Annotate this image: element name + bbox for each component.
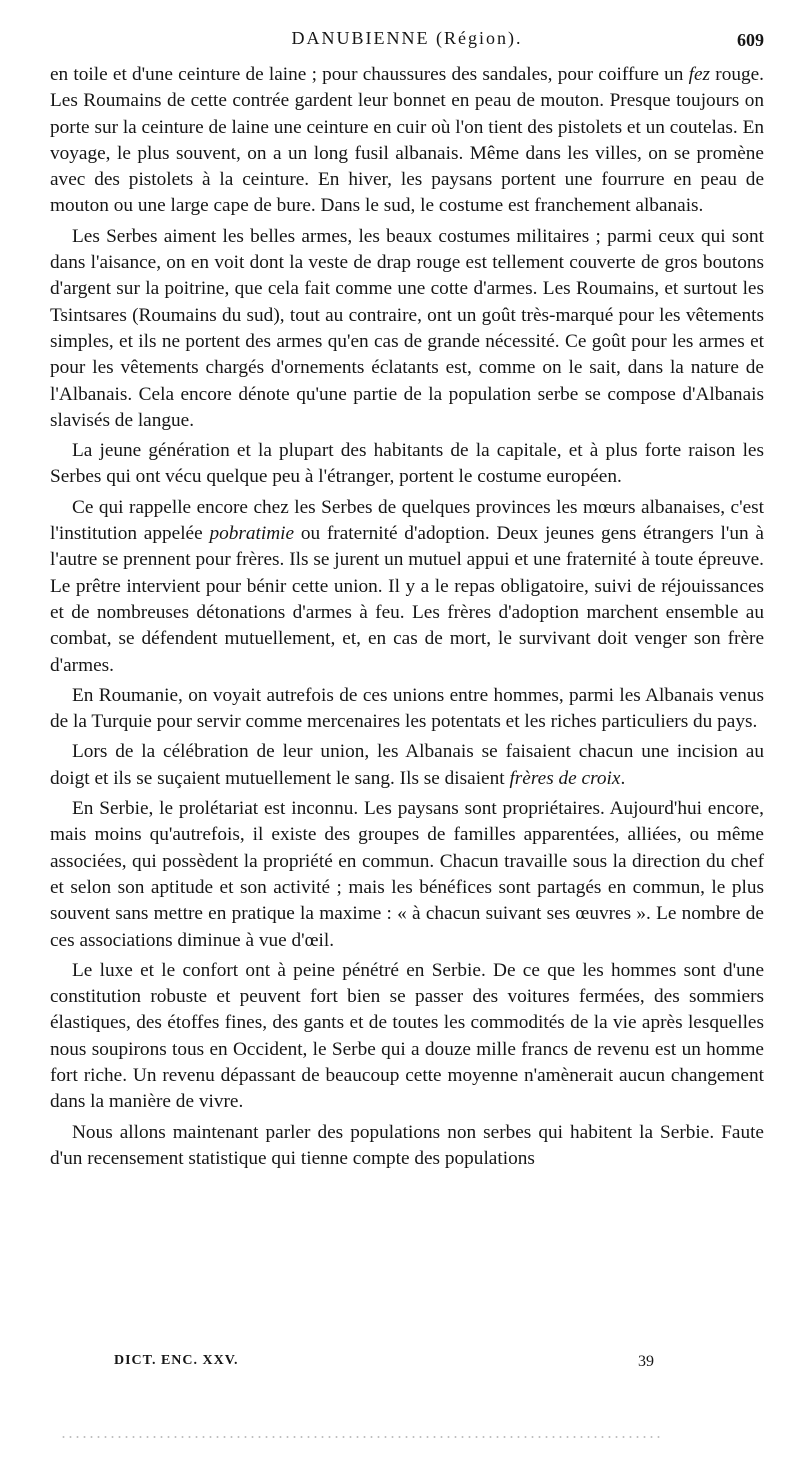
paragraph [50,796,764,954]
text-run: . [620,767,626,789]
sheet-number: 39 [638,1353,654,1370]
volume-signature: DICT. ENC. XXV. [114,1353,239,1368]
text-run: En Roumanie, on voyait autrefois de ces unions entre hommes, parmi les Albanais venus de la Turquie pour servir comme mercenaires les potentats et les riches particuliers du pays. [50,684,764,733]
page-number: 609 [737,30,764,50]
text-run: Lors de la célébration de leur union, les Albanais se faisaient chacun une incision au doigt et ils se suçaient mutuellement le sang. Ils se disaient [50,741,764,789]
text-run: La jeune génération et la plupart des habitants de la capitale, et à plus forte raison les Serbes qui ont vécu quelque peu à l'étranger, portent le costume européen. [50,440,764,488]
running-title: DANUBIENNE (Région). [291,28,523,48]
text-run: Le luxe et le confort ont à peine pénétré en Serbie. De ce que les hommes sont d'une constitution robuste et peuvent fort bien se passer des voitures fermées, des sommiers élastiques, des étoffes fines, des gants et de toutes les commodités de la vie après lesquelles nous soupirons tous en Occident, le Serbe qui a douze mille francs de revenu est un homme fort riche. Un revenu dépassant de beaucoup cette moyenne n'amènerait aucun changement dans la manière de vivre. [50,959,764,1113]
paragraph [50,1120,764,1173]
italic-term: fez [688,64,711,85]
paragraph [50,683,764,736]
italic-term: frères de croix [509,767,621,789]
text-run: Ce qui rappelle encore chez les Serbes de quelques provinces les mœurs albanaises, c'est l'institution appelée [50,496,764,545]
text-run: ou fraternité d'adoption. Deux jeunes gens étrangers l'un à l'autre se prennent pour frères. Ils se jurent un mutuel appui et une fraternité à toute épreuve. Le prêtre intervient pour bénir cette union. Il y a le repas obligatoire, suivi de réjouissances et de nombreuses détonations d'armes à feu. Les frères d'adoption marchent ensemble au combat, se défendent mutuellement, et, en cas de mort, le survivant doit venger son frère d'armes. [50,523,764,676]
bottom-dotted-line [60,1436,660,1438]
paragraph [50,958,764,1116]
text-run: Nous allons maintenant parler des populations non serbes qui habitent la Serbie. Faute d'un recensement statistique qui tienne compte des populations [50,1121,764,1169]
page-footer [50,1353,764,1377]
text-run: en toile et d'une ceinture de laine ; pour chaussures des sandales, pour coiffure un [50,64,689,85]
body-text [50,62,764,1172]
page-header [50,28,764,58]
text-run: rouge. Les Roumains de cette contrée gardent leur bonnet en peau de mouton. Presque toujours on porte sur la ceinture de laine une ceinture en cuir où l'on tient des pistolets et un coutelas. En voyage, le plus souvent, on a un long fusil albanais. Même dans les villes, on se promène avec des pistolets à la ceinture. En hiver, les paysans portent une fourrure en peau de mouton ou une large cape de bure. Dans le sud, le costume est franchement albanais. [50,64,764,217]
italic-term: pobratimie [209,523,295,545]
text-run: En Serbie, le prolétariat est inconnu. Les paysans sont propriétaires. Aujourd'hui encore, mais moins qu'autrefois, il existe des groupes de familles apparentées, alliées, ou même associées, qui possèdent la propriété en commun. Chacun travaille sous la direction du chef et selon son aptitude et son activité ; mais les bénéfices sont partagés en commun, le plus souvent sans mettre en pratique la maxime : « à chacun suivant ses œuvres ». Le nombre de ces associations diminue à vue d'œil. [50,798,764,951]
paragraph [50,495,764,679]
paragraph [50,62,764,220]
text-run: Les Serbes aiment les belles armes, les beaux costumes militaires ; parmi ceux qui sont dans l'aisance, on en voit dont la veste de drap rouge est tellement couverte de gros boutons d'argent sur la poitrine, que cela fait comme une cotte d'armes. Les Roumains, et surtout les Tsintsares (Roumains du sud), tout au contraire, ont un goût très-marqué pour les vêtements simples, et ils ne portent des armes qu'en cas de grande nécessité. Ce goût pour les armes et pour les vêtements chargés d'ornements éclatants est, comme on le sait, dans la nature de l'Albanais. Cela encore dénote qu'une partie de la population serbe se compose d'Albanais slavisés de langue. [50,225,764,431]
paragraph [50,438,764,491]
paragraph [50,224,764,434]
paragraph [50,739,764,792]
